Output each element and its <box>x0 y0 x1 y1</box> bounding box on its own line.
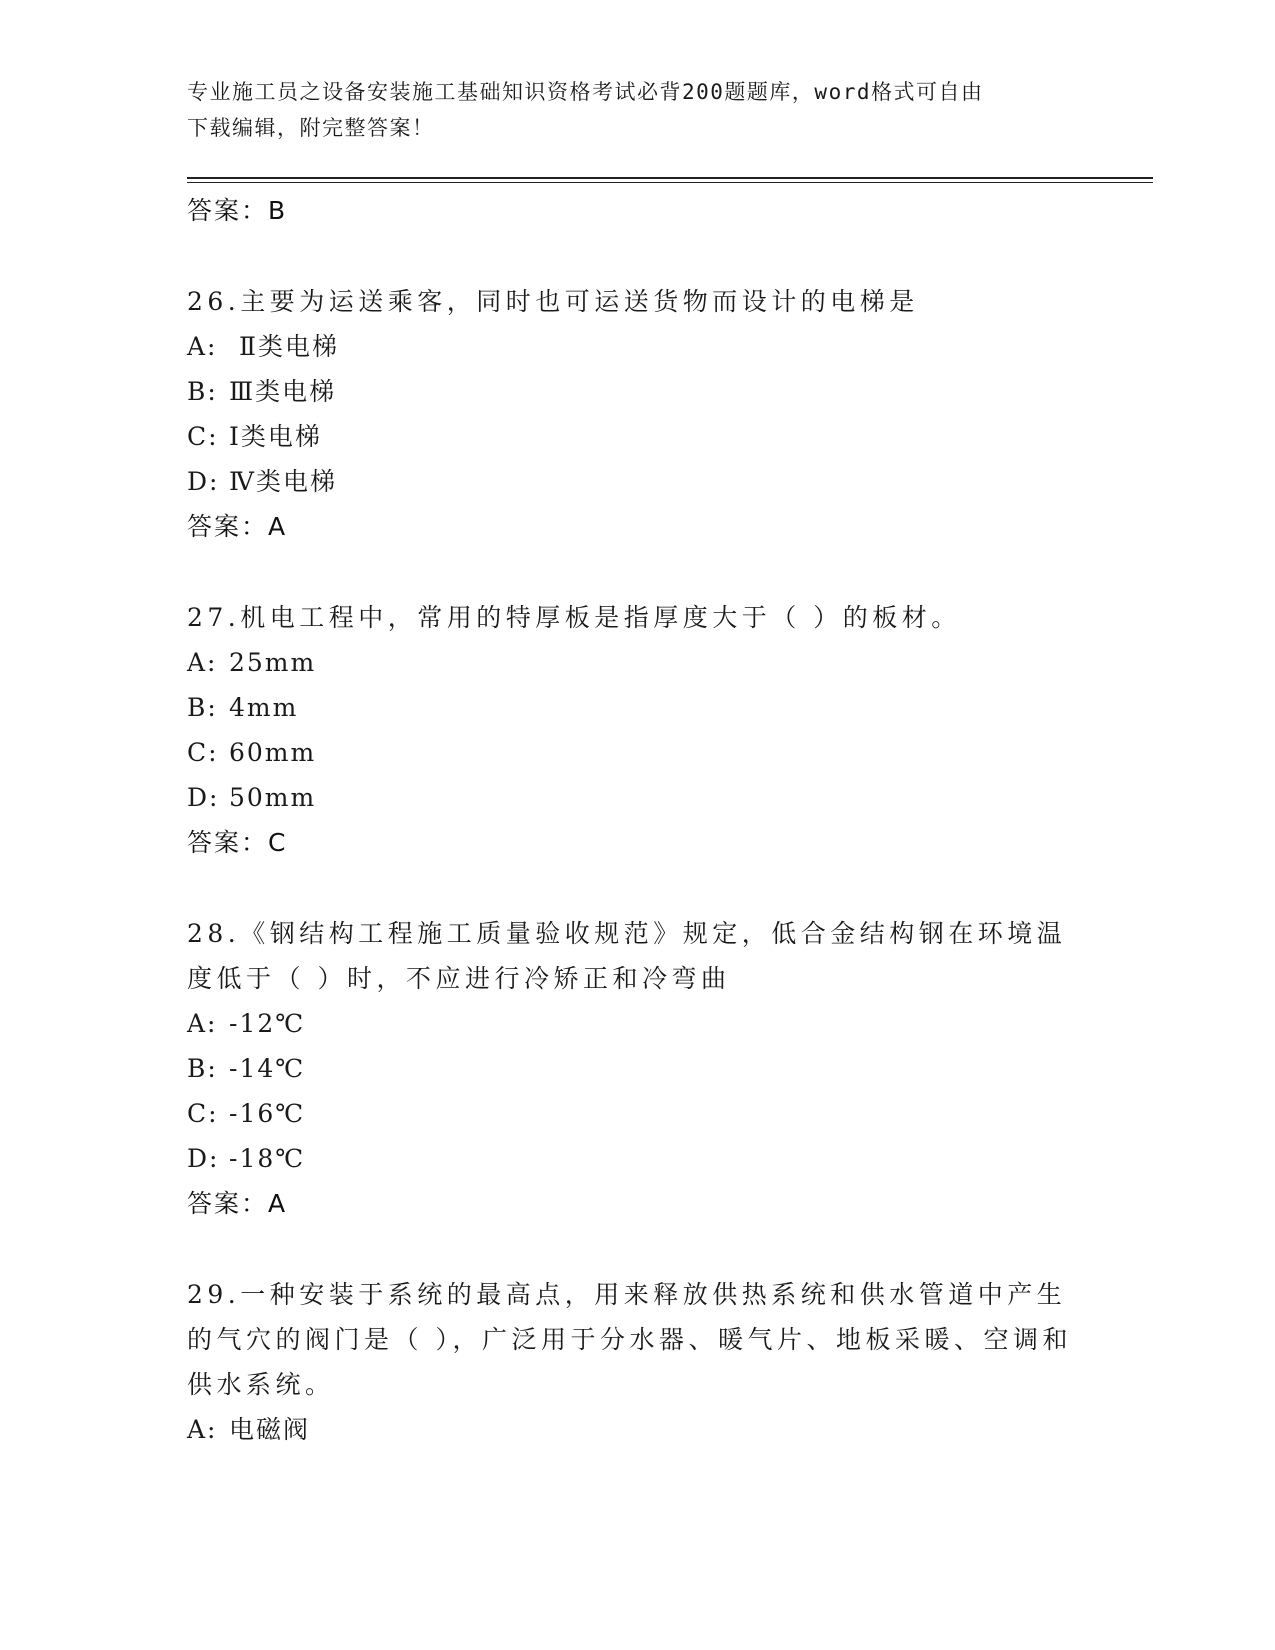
option-label: A: <box>187 1009 218 1038</box>
option-text: Ⅱ类电梯 <box>229 332 339 361</box>
option-a <box>187 1407 1087 1452</box>
question-26: 26.主要为运送乘客，同时也可运送货物而设计的电梯是 <box>187 287 919 316</box>
option-c <box>187 730 1087 775</box>
option-label: B: <box>187 1054 218 1083</box>
option-text: 25mm <box>229 648 317 677</box>
option-a <box>187 324 1087 369</box>
option-text: -14℃ <box>229 1054 306 1083</box>
question-29: 29.一种安装于系统的最高点，用来释放供热系统和供水管道中产生的气穴的阀门是（ ），广泛用于分水器、暖气片、地板采暖、空调和供水系统。 <box>187 1280 1072 1399</box>
option-d <box>187 775 1087 820</box>
option-text: -18℃ <box>229 1144 306 1173</box>
option-b <box>187 369 1087 414</box>
answer-27: 答案：C <box>187 828 288 857</box>
option-c <box>187 1091 1087 1136</box>
option-text: 电磁阀 <box>229 1415 311 1444</box>
spacer <box>187 1226 1087 1272</box>
question-list <box>187 188 1087 1452</box>
option-label: C: <box>187 738 219 767</box>
answer-26: 答案：A <box>187 512 288 541</box>
spacer <box>187 233 1087 279</box>
option-label: B: <box>187 377 218 406</box>
option-text: 50mm <box>229 783 317 812</box>
page-header <box>187 74 1067 146</box>
previous-answer: 答案：B <box>187 196 288 225</box>
spacer <box>187 549 1087 595</box>
option-label: D: <box>187 783 220 812</box>
option-text: Ⅲ类电梯 <box>229 377 337 406</box>
option-label: A: <box>187 648 218 677</box>
answer-28: 答案：A <box>187 1189 288 1218</box>
option-b <box>187 1046 1087 1091</box>
option-d <box>187 459 1087 504</box>
option-d <box>187 1136 1087 1181</box>
option-a <box>187 1001 1087 1046</box>
question-27: 27.机电工程中，常用的特厚板是指厚度大于（ ）的板材。 <box>187 603 961 632</box>
header-line-1: 专业施工员之设备安装施工基础知识资格考试必背200题题库，word格式可自由 <box>187 80 984 104</box>
option-text: Ⅳ类电梯 <box>229 467 337 496</box>
option-b <box>187 685 1087 730</box>
option-label: A: <box>187 1415 218 1444</box>
option-label: D: <box>187 467 220 496</box>
option-label: A: <box>187 332 218 361</box>
option-c <box>187 414 1087 459</box>
option-text: Ⅰ类电梯 <box>229 422 322 451</box>
option-text: -12℃ <box>229 1009 306 1038</box>
option-text: 4mm <box>229 693 299 722</box>
question-28: 28.《钢结构工程施工质量验收规范》规定，低合金结构钢在环境温度低于（ ）时，不应进行冷矫正和冷弯曲 <box>187 919 1067 993</box>
spacer <box>187 865 1087 911</box>
header-line-2: 下载编辑，附完整答案！ <box>187 116 435 140</box>
option-label: D: <box>187 1144 220 1173</box>
option-text: 60mm <box>229 738 317 767</box>
option-text: -16℃ <box>229 1099 306 1128</box>
option-label: C: <box>187 1099 219 1128</box>
option-label: C: <box>187 422 219 451</box>
header-rule-thin <box>187 182 1153 183</box>
header-rule-thick <box>187 177 1153 179</box>
option-a <box>187 640 1087 685</box>
option-label: B: <box>187 693 218 722</box>
